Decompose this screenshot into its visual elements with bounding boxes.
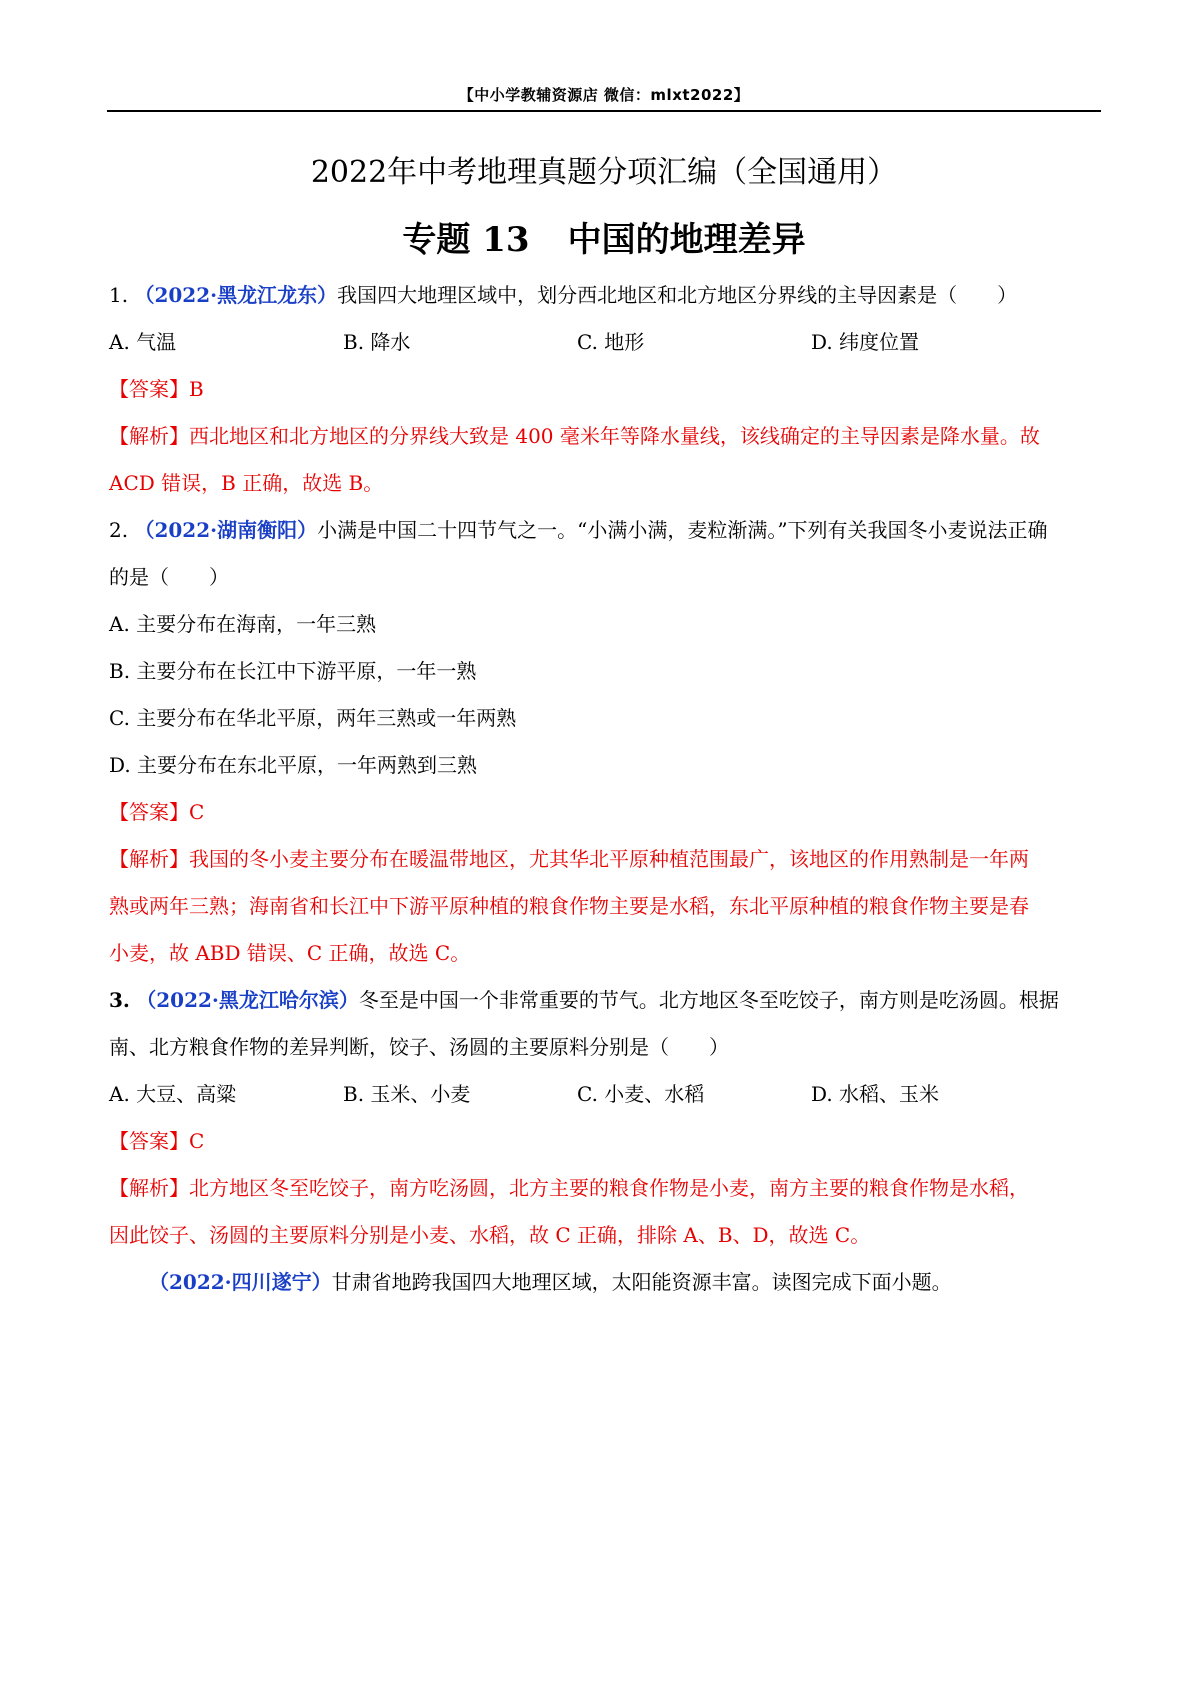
- q3-number: 3.: [109, 988, 130, 1012]
- q2-analysis-line1: 【解析】我国的冬小麦主要分布在暖温带地区，尤其华北平原种植范围最广，该地区的作用熟制是一年两: [109, 847, 1029, 871]
- q1-number: 1.: [109, 283, 129, 307]
- q3-stem-line2: 南、北方粮食作物的差异判断，饺子、汤圆的主要原料分别是（ ）: [109, 1035, 729, 1059]
- subtitle-prefix: 专题 13: [402, 220, 530, 260]
- q4-stem-text: 甘肃省地跨我国四大地理区域，太阳能资源丰富。读图完成下面小题。: [331, 1270, 952, 1294]
- q1-option-b: B. 降水: [343, 330, 411, 354]
- q2-number: 2.: [109, 518, 129, 542]
- header-divider: [107, 110, 1101, 112]
- q3-options: [109, 1071, 1103, 1118]
- page-header: 【中小学教辅资源店 微信：mlxt2022】: [458, 86, 750, 104]
- q1-option-d: D. 纬度位置: [811, 330, 920, 354]
- q2-option-d: D. 主要分布在东北平原，一年两熟到三熟: [109, 753, 478, 777]
- q2-stem-text: 小满是中国二十四节气之一。“小满小满，麦粒渐满。”下列有关我国冬小麦说法正确: [317, 518, 1048, 542]
- document-subtitle: [107, 218, 1101, 262]
- q1-analysis-line1: 【解析】西北地区和北方地区的分界线大致是 400 毫米年等降水量线，该线确定的主导因素是降水量。故: [109, 424, 1040, 448]
- q2-option-b: B. 主要分布在长江中下游平原，一年一熟: [109, 659, 477, 683]
- q2-analysis-line3: 小麦，故 ABD 错误、C 正确，故选 C。: [109, 941, 471, 965]
- q1-options: [109, 319, 1103, 366]
- q1-stem-text: 我国四大地理区域中，划分西北地区和北方地区分界线的主导因素是（ ）: [337, 283, 1018, 307]
- q2-analysis-line2: 熟或两年三熟；海南省和长江中下游平原种植的粮食作物主要是水稻，东北平原种植的粮食作物主要是春: [109, 894, 1029, 918]
- q4-intro: [109, 1259, 1103, 1306]
- q1-source: （2022·黑龙江龙东）: [134, 283, 338, 307]
- q3-option-c: C. 小麦、水稻: [577, 1082, 705, 1106]
- q2-option-a: A. 主要分布在海南，一年三熟: [109, 612, 377, 636]
- q1-answer: 【答案】B: [109, 377, 204, 401]
- q1-stem: [109, 272, 1103, 319]
- q3-option-a: A. 大豆、高粱: [109, 1082, 237, 1106]
- q3-stem-line1: [109, 977, 1103, 1024]
- q1-option-a: A. 气温: [109, 330, 177, 354]
- q2-stem-line2: 的是（ ）: [109, 565, 229, 589]
- q3-option-b: B. 玉米、小麦: [343, 1082, 471, 1106]
- q2-answer: 【答案】C: [109, 800, 205, 824]
- q2-source: （2022·湖南衡阳）: [134, 518, 318, 542]
- q1-analysis-line2: ACD 错误，B 正确，故选 B。: [109, 471, 384, 495]
- q2-option-c: C. 主要分布在华北平原，两年三熟或一年两熟: [109, 706, 517, 730]
- q3-stem-text: 冬至是中国一个非常重要的节气。北方地区冬至吃饺子，南方则是吃汤圆。根据: [358, 988, 1059, 1012]
- question-list: [109, 272, 1103, 1306]
- q3-answer: 【答案】C: [109, 1129, 205, 1153]
- q3-analysis-line2: 因此饺子、汤圆的主要原料分别是小麦、水稻，故 C 正确，排除 A、B、D，故选 C。: [109, 1223, 871, 1247]
- q2-stem-line1: [109, 507, 1103, 554]
- q1-option-c: C. 地形: [577, 330, 645, 354]
- q3-option-d: D. 水稻、玉米: [811, 1082, 940, 1106]
- subtitle-main: 中国的地理差异: [567, 220, 806, 260]
- q4-source: （2022·四川遂宁）: [149, 1270, 332, 1294]
- q3-analysis-line1: 【解析】北方地区冬至吃饺子，南方吃汤圆，北方主要的粮食作物是小麦，南方主要的粮食作物是水稻，: [109, 1176, 1029, 1200]
- document-title: 2022年中考地理真题分项汇编（全国通用）: [310, 155, 898, 190]
- q3-source: （2022·黑龙江哈尔滨）: [136, 988, 359, 1012]
